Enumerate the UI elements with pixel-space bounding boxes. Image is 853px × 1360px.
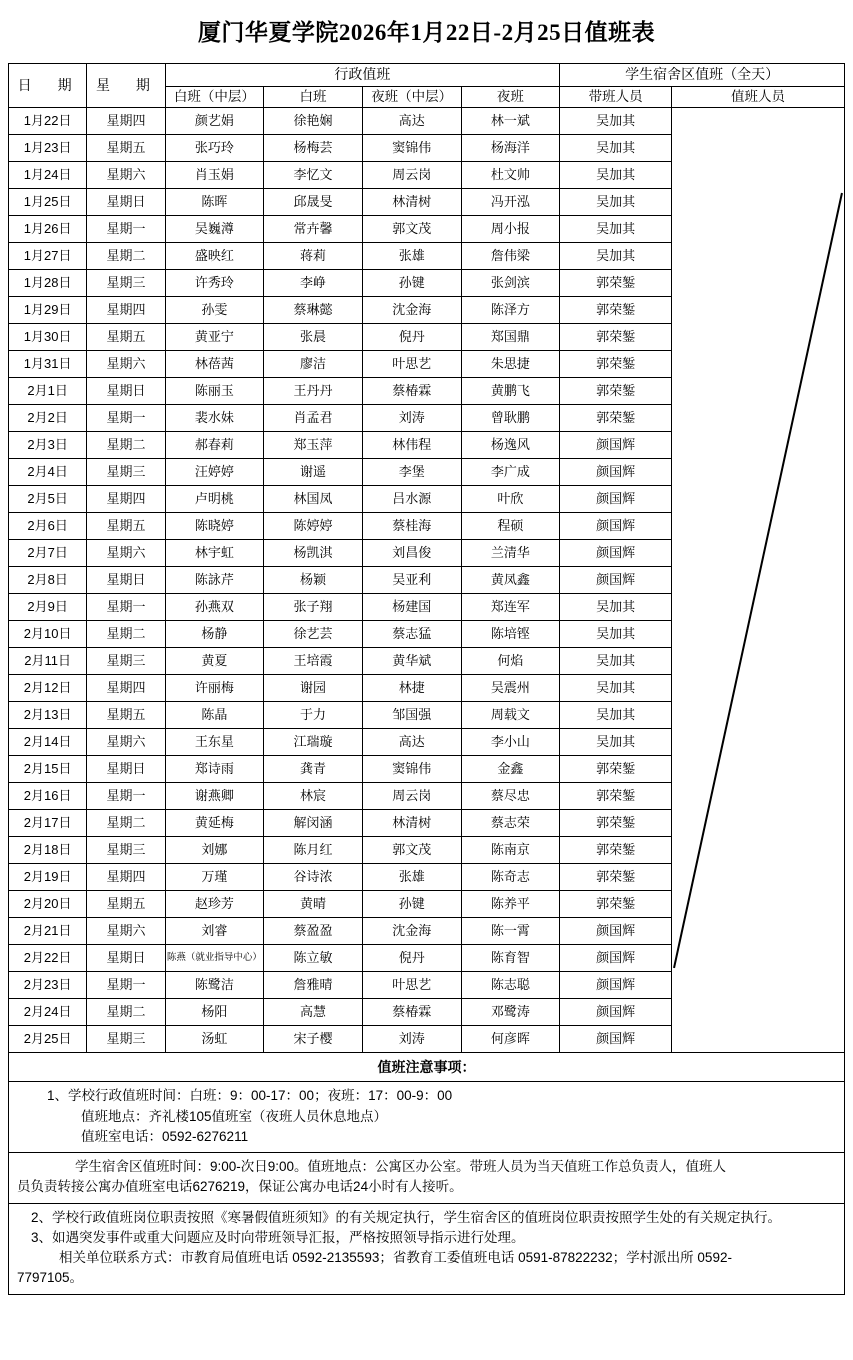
cell-week: 星期三 <box>87 270 165 297</box>
cell-night-mid: 高达 <box>362 729 461 756</box>
cell-date: 2月21日 <box>9 918 87 945</box>
note-4-text: 3、如遇突发事件或重大问题应及时向带班领导汇报，严格按照领导指示进行处理。 <box>31 1229 525 1245</box>
note-5-line-1: 相关单位联系方式：市教育局值班电话 0592-2135593；省教育工委值班电话 0591-87822232；学村派出所 0592- <box>59 1250 732 1266</box>
note-1-line-1: 学校行政值班时间：白班：9：00-17：00；夜班：17：00-9：00 <box>68 1088 453 1104</box>
cell-night-mid: 孙键 <box>362 270 461 297</box>
cell-night-mid: 周云岗 <box>362 162 461 189</box>
cell-night-mid: 蔡椿霖 <box>362 378 461 405</box>
cell-day-mid: 林宇虹 <box>165 540 264 567</box>
cell-night-mid: 叶思艺 <box>362 972 461 999</box>
cell-night-mid: 窦锦伟 <box>362 756 461 783</box>
cell-date: 2月18日 <box>9 837 87 864</box>
cell-date: 1月24日 <box>9 162 87 189</box>
note-1-line-2: 值班地点：齐礼楼105值班室（夜班人员休息地点） <box>81 1108 388 1124</box>
cell-lead: 郭荣錾 <box>560 378 672 405</box>
cell-night-mid: 林清树 <box>362 189 461 216</box>
cell-day-mid: 陈鹭洁 <box>165 972 264 999</box>
cell-lead: 吴加其 <box>560 702 672 729</box>
cell-lead: 郭荣錾 <box>560 297 672 324</box>
cell-day: 王培霞 <box>264 648 363 675</box>
cell-date: 2月4日 <box>9 459 87 486</box>
cell-night: 邓鹭涛 <box>461 999 560 1026</box>
cell-night: 曾耿鹏 <box>461 405 560 432</box>
cell-week: 星期六 <box>87 540 165 567</box>
cell-lead: 颜国辉 <box>560 459 672 486</box>
cell-day-mid: 黄亚宁 <box>165 324 264 351</box>
cell-week: 星期四 <box>87 675 165 702</box>
cell-lead: 颜国辉 <box>560 432 672 459</box>
cell-day-mid: 杨阳 <box>165 999 264 1026</box>
cell-date: 2月1日 <box>9 378 87 405</box>
cell-day-mid: 陈晓婷 <box>165 513 264 540</box>
header-col-lead: 带班人员 <box>560 86 672 108</box>
cell-day-mid: 汪婷婷 <box>165 459 264 486</box>
cell-night-mid: 沈金海 <box>362 297 461 324</box>
cell-night-mid: 郭文茂 <box>362 837 461 864</box>
cell-night-mid: 林清树 <box>362 810 461 837</box>
page-title: 厦门华夏学院2026年1月22日-2月25日值班表 <box>197 20 656 45</box>
cell-day-mid: 陈詠芹 <box>165 567 264 594</box>
cell-date: 1月23日 <box>9 135 87 162</box>
cell-night: 林一斌 <box>461 108 560 135</box>
cell-date: 2月22日 <box>9 945 87 972</box>
cell-date: 2月12日 <box>9 675 87 702</box>
cell-night: 陈南京 <box>461 837 560 864</box>
cell-lead: 颜国辉 <box>560 486 672 513</box>
cell-day: 谷诗浓 <box>264 864 363 891</box>
cell-week: 星期四 <box>87 486 165 513</box>
cell-lead: 颜国辉 <box>560 972 672 999</box>
cell-day: 廖洁 <box>264 351 363 378</box>
cell-day-mid: 陈丽玉 <box>165 378 264 405</box>
cell-day: 蒋莉 <box>264 243 363 270</box>
note-2-line-1: 学生宿舍区值班时间：9:00-次日9:00。值班地点：公寓区办公室。带班人员为当天值班工作总负责人，值班人 <box>75 1159 727 1175</box>
cell-day-mid: 郝春莉 <box>165 432 264 459</box>
cell-day-mid: 颜艺娟 <box>165 108 264 135</box>
cell-night: 杜文帅 <box>461 162 560 189</box>
cell-day-mid: 林蓓茜 <box>165 351 264 378</box>
cell-week: 星期三 <box>87 1026 165 1053</box>
cell-day: 徐艺芸 <box>264 621 363 648</box>
cell-day: 黄晴 <box>264 891 363 918</box>
cell-night-mid: 林捷 <box>362 675 461 702</box>
cell-night-mid: 周云岗 <box>362 783 461 810</box>
table-body <box>9 108 845 1053</box>
cell-night: 周小报 <box>461 216 560 243</box>
cell-week: 星期五 <box>87 324 165 351</box>
cell-day-mid: 陈燕（就业指导中心） <box>165 945 264 972</box>
cell-date: 2月13日 <box>9 702 87 729</box>
cell-week: 星期五 <box>87 702 165 729</box>
cell-night: 黄鹏飞 <box>461 378 560 405</box>
cell-day-mid: 肖玉娟 <box>165 162 264 189</box>
cell-day-mid: 卢明桃 <box>165 486 264 513</box>
cell-night: 蔡志荣 <box>461 810 560 837</box>
cell-night: 郑国鼎 <box>461 324 560 351</box>
cell-week: 星期六 <box>87 729 165 756</box>
note-3-text: 2、学校行政值班岗位职责按照《寒暑假值班须知》的有关规定执行，学生宿舍区的值班岗位职责按照学生处的有关规定执行。 <box>31 1209 782 1225</box>
cell-week: 星期三 <box>87 459 165 486</box>
cell-lead: 郭荣錾 <box>560 351 672 378</box>
cell-day: 陈立敏 <box>264 945 363 972</box>
cell-date: 2月14日 <box>9 729 87 756</box>
note-item-1 <box>9 1081 844 1152</box>
cell-date: 2月17日 <box>9 810 87 837</box>
cell-night: 陈育智 <box>461 945 560 972</box>
cell-night: 陈一霄 <box>461 918 560 945</box>
cell-lead: 颜国辉 <box>560 945 672 972</box>
cell-day-mid: 张巧玲 <box>165 135 264 162</box>
cell-day-mid: 万瑾 <box>165 864 264 891</box>
cell-day: 李峥 <box>264 270 363 297</box>
cell-week: 星期四 <box>87 108 165 135</box>
cell-date: 2月10日 <box>9 621 87 648</box>
cell-date: 2月11日 <box>9 648 87 675</box>
cell-night-mid: 邹国强 <box>362 702 461 729</box>
cell-day-mid: 盛映红 <box>165 243 264 270</box>
cell-day-mid: 汤虹 <box>165 1026 264 1053</box>
cell-lead: 郭荣錾 <box>560 837 672 864</box>
cell-day-mid: 孙燕双 <box>165 594 264 621</box>
cell-day: 邱晟旻 <box>264 189 363 216</box>
cell-night-mid: 蔡椿霖 <box>362 999 461 1026</box>
cell-date: 1月26日 <box>9 216 87 243</box>
cell-week: 星期日 <box>87 567 165 594</box>
cell-night: 吴震州 <box>461 675 560 702</box>
cell-date: 2月6日 <box>9 513 87 540</box>
cell-lead: 吴加其 <box>560 243 672 270</box>
cell-night-mid: 刘涛 <box>362 405 461 432</box>
cell-lead: 郭荣錾 <box>560 756 672 783</box>
cell-lead: 颜国辉 <box>560 918 672 945</box>
cell-lead: 郭荣錾 <box>560 783 672 810</box>
note-5-line-2: 7797105。 <box>17 1270 84 1286</box>
cell-week: 星期日 <box>87 378 165 405</box>
cell-lead: 颜国辉 <box>560 1026 672 1053</box>
cell-day: 林国凤 <box>264 486 363 513</box>
cell-week: 星期日 <box>87 189 165 216</box>
cell-week: 星期五 <box>87 891 165 918</box>
cell-week: 星期一 <box>87 405 165 432</box>
cell-date: 2月7日 <box>9 540 87 567</box>
cell-date: 1月31日 <box>9 351 87 378</box>
cell-date: 1月25日 <box>9 189 87 216</box>
cell-night: 詹伟梁 <box>461 243 560 270</box>
cell-week: 星期四 <box>87 864 165 891</box>
cell-day: 李忆文 <box>264 162 363 189</box>
cell-night: 何彦晖 <box>461 1026 560 1053</box>
cell-lead: 吴加其 <box>560 621 672 648</box>
cell-duty-empty-diagonal <box>672 108 845 1053</box>
notes-heading: 值班注意事项： <box>377 1059 476 1076</box>
cell-day: 王丹丹 <box>264 378 363 405</box>
cell-lead: 吴加其 <box>560 189 672 216</box>
cell-week: 星期一 <box>87 216 165 243</box>
cell-day-mid: 黄夏 <box>165 648 264 675</box>
cell-date: 2月5日 <box>9 486 87 513</box>
cell-day-mid: 赵珍芳 <box>165 891 264 918</box>
cell-night: 何焰 <box>461 648 560 675</box>
cell-date: 1月22日 <box>9 108 87 135</box>
cell-night-mid: 张雄 <box>362 864 461 891</box>
cell-day-mid: 刘睿 <box>165 918 264 945</box>
notes-section <box>8 1053 845 1294</box>
cell-lead: 吴加其 <box>560 729 672 756</box>
cell-day-mid: 王东星 <box>165 729 264 756</box>
cell-lead: 吴加其 <box>560 162 672 189</box>
cell-week: 星期六 <box>87 351 165 378</box>
cell-day-mid: 孙雯 <box>165 297 264 324</box>
cell-week: 星期三 <box>87 648 165 675</box>
cell-day-mid: 裴水妹 <box>165 405 264 432</box>
cell-day: 龚青 <box>264 756 363 783</box>
cell-lead: 郭荣錾 <box>560 270 672 297</box>
cell-night: 陈泽方 <box>461 297 560 324</box>
cell-week: 星期一 <box>87 972 165 999</box>
cell-date: 2月3日 <box>9 432 87 459</box>
cell-day: 江瑞璇 <box>264 729 363 756</box>
cell-night: 李小山 <box>461 729 560 756</box>
cell-night: 金鑫 <box>461 756 560 783</box>
note-2-line-2: 员负责转接公寓办值班室电话6276219，保证公寓办电话24小时有人接听。 <box>17 1179 463 1195</box>
cell-date: 2月8日 <box>9 567 87 594</box>
cell-week: 星期一 <box>87 783 165 810</box>
cell-date: 2月23日 <box>9 972 87 999</box>
cell-day: 杨颖 <box>264 567 363 594</box>
cell-night-mid: 黄华斌 <box>362 648 461 675</box>
note-item-2 <box>9 1152 844 1203</box>
cell-date: 1月30日 <box>9 324 87 351</box>
cell-week: 星期日 <box>87 945 165 972</box>
cell-night: 冯开泓 <box>461 189 560 216</box>
cell-night-mid: 杨建国 <box>362 594 461 621</box>
cell-day: 杨凯淇 <box>264 540 363 567</box>
cell-day: 张子翔 <box>264 594 363 621</box>
cell-day: 郑玉萍 <box>264 432 363 459</box>
cell-lead: 颜国辉 <box>560 999 672 1026</box>
cell-date: 2月16日 <box>9 783 87 810</box>
duty-schedule-table <box>8 63 845 1053</box>
cell-lead: 吴加其 <box>560 675 672 702</box>
cell-night: 杨逸风 <box>461 432 560 459</box>
header-admin-group: 行政值班 <box>165 64 560 87</box>
cell-night-mid: 蔡桂海 <box>362 513 461 540</box>
cell-week: 星期六 <box>87 918 165 945</box>
cell-day-mid: 谢燕卿 <box>165 783 264 810</box>
cell-day: 詹雅晴 <box>264 972 363 999</box>
cell-night-mid: 张雄 <box>362 243 461 270</box>
cell-day: 高慧 <box>264 999 363 1026</box>
cell-day-mid: 许丽梅 <box>165 675 264 702</box>
cell-day: 陈婷婷 <box>264 513 363 540</box>
cell-day: 陈月红 <box>264 837 363 864</box>
cell-night-mid: 吴亚利 <box>362 567 461 594</box>
cell-lead: 颜国辉 <box>560 513 672 540</box>
cell-day-mid: 许秀玲 <box>165 270 264 297</box>
cell-night: 陈养平 <box>461 891 560 918</box>
cell-day-mid: 陈晖 <box>165 189 264 216</box>
cell-day-mid: 郑诗雨 <box>165 756 264 783</box>
cell-lead: 郭荣錾 <box>560 864 672 891</box>
cell-date: 2月24日 <box>9 999 87 1026</box>
cell-week: 星期六 <box>87 162 165 189</box>
cell-lead: 颜国辉 <box>560 540 672 567</box>
cell-night-mid: 倪丹 <box>362 324 461 351</box>
cell-lead: 颜国辉 <box>560 567 672 594</box>
cell-night-mid: 高达 <box>362 108 461 135</box>
cell-day: 徐艳娴 <box>264 108 363 135</box>
cell-night-mid: 孙键 <box>362 891 461 918</box>
cell-week: 星期日 <box>87 756 165 783</box>
cell-night-mid: 林伟程 <box>362 432 461 459</box>
cell-week: 星期二 <box>87 432 165 459</box>
cell-day-mid: 刘娜 <box>165 837 264 864</box>
cell-lead: 郭荣錾 <box>560 891 672 918</box>
cell-day: 肖孟君 <box>264 405 363 432</box>
cell-day: 杨梅芸 <box>264 135 363 162</box>
cell-day-mid: 吴巍澊 <box>165 216 264 243</box>
cell-week: 星期二 <box>87 243 165 270</box>
note-1-line-3: 值班室电话：0592-6276211 <box>81 1128 249 1144</box>
cell-week: 星期一 <box>87 594 165 621</box>
cell-night-mid: 李堡 <box>362 459 461 486</box>
cell-night-mid: 窦锦伟 <box>362 135 461 162</box>
cell-day-mid: 杨静 <box>165 621 264 648</box>
cell-day-mid: 黄延梅 <box>165 810 264 837</box>
cell-night-mid: 刘昌俊 <box>362 540 461 567</box>
cell-day: 常卉馨 <box>264 216 363 243</box>
cell-lead: 吴加其 <box>560 594 672 621</box>
note-item-3 <box>9 1203 844 1294</box>
cell-date: 2月15日 <box>9 756 87 783</box>
header-col-night: 夜班 <box>461 86 560 108</box>
cell-lead: 吴加其 <box>560 216 672 243</box>
cell-week: 星期三 <box>87 837 165 864</box>
header-col-night-mid: 夜班（中层） <box>362 86 461 108</box>
cell-week: 星期二 <box>87 810 165 837</box>
cell-day: 张晨 <box>264 324 363 351</box>
cell-lead: 郭荣錾 <box>560 324 672 351</box>
header-week: 星 期 <box>87 64 165 108</box>
cell-night: 叶欣 <box>461 486 560 513</box>
cell-lead: 吴加其 <box>560 135 672 162</box>
cell-date: 2月25日 <box>9 1026 87 1053</box>
cell-night: 陈志聪 <box>461 972 560 999</box>
cell-lead: 吴加其 <box>560 108 672 135</box>
cell-week: 星期五 <box>87 513 165 540</box>
cell-night-mid: 叶思艺 <box>362 351 461 378</box>
cell-date: 2月2日 <box>9 405 87 432</box>
header-col-day: 白班 <box>264 86 363 108</box>
cell-night-mid: 刘涛 <box>362 1026 461 1053</box>
cell-week: 星期五 <box>87 135 165 162</box>
cell-night-mid: 倪丹 <box>362 945 461 972</box>
cell-night-mid: 蔡志猛 <box>362 621 461 648</box>
cell-night: 周载文 <box>461 702 560 729</box>
cell-day: 于力 <box>264 702 363 729</box>
header-col-day-mid: 白班（中层） <box>165 86 264 108</box>
cell-date: 1月27日 <box>9 243 87 270</box>
cell-night: 蔡尽忠 <box>461 783 560 810</box>
cell-night: 朱思捷 <box>461 351 560 378</box>
cell-day: 宋子樱 <box>264 1026 363 1053</box>
cell-lead: 吴加其 <box>560 648 672 675</box>
cell-night: 郑连军 <box>461 594 560 621</box>
cell-night-mid: 郭文茂 <box>362 216 461 243</box>
cell-day: 谢园 <box>264 675 363 702</box>
header-dorm-group: 学生宿舍区值班（全天） <box>560 64 845 87</box>
table-header <box>9 64 845 108</box>
cell-day-mid: 陈晶 <box>165 702 264 729</box>
cell-day: 蔡琳懿 <box>264 297 363 324</box>
cell-night-mid: 吕水源 <box>362 486 461 513</box>
header-col-duty: 值班人员 <box>672 86 845 108</box>
cell-date: 1月28日 <box>9 270 87 297</box>
cell-night-mid: 沈金海 <box>362 918 461 945</box>
cell-night: 陈奇志 <box>461 864 560 891</box>
cell-date: 2月9日 <box>9 594 87 621</box>
cell-week: 星期四 <box>87 297 165 324</box>
cell-night: 杨海洋 <box>461 135 560 162</box>
cell-night: 李广成 <box>461 459 560 486</box>
cell-night: 陈培铿 <box>461 621 560 648</box>
cell-day: 谢遥 <box>264 459 363 486</box>
cell-night: 程硕 <box>461 513 560 540</box>
table-row <box>9 108 845 135</box>
cell-week: 星期二 <box>87 999 165 1026</box>
cell-lead: 郭荣錾 <box>560 810 672 837</box>
cell-day: 解闵涵 <box>264 810 363 837</box>
header-date: 日 期 <box>9 64 87 108</box>
note-1-number: 1、 <box>47 1088 69 1104</box>
cell-lead: 郭荣錾 <box>560 405 672 432</box>
cell-date: 1月29日 <box>9 297 87 324</box>
cell-day: 蔡盈盈 <box>264 918 363 945</box>
cell-night: 兰清华 <box>461 540 560 567</box>
cell-day: 林宸 <box>264 783 363 810</box>
cell-night: 黄凤鑫 <box>461 567 560 594</box>
cell-date: 2月19日 <box>9 864 87 891</box>
cell-night: 张剑滨 <box>461 270 560 297</box>
cell-week: 星期二 <box>87 621 165 648</box>
cell-date: 2月20日 <box>9 891 87 918</box>
